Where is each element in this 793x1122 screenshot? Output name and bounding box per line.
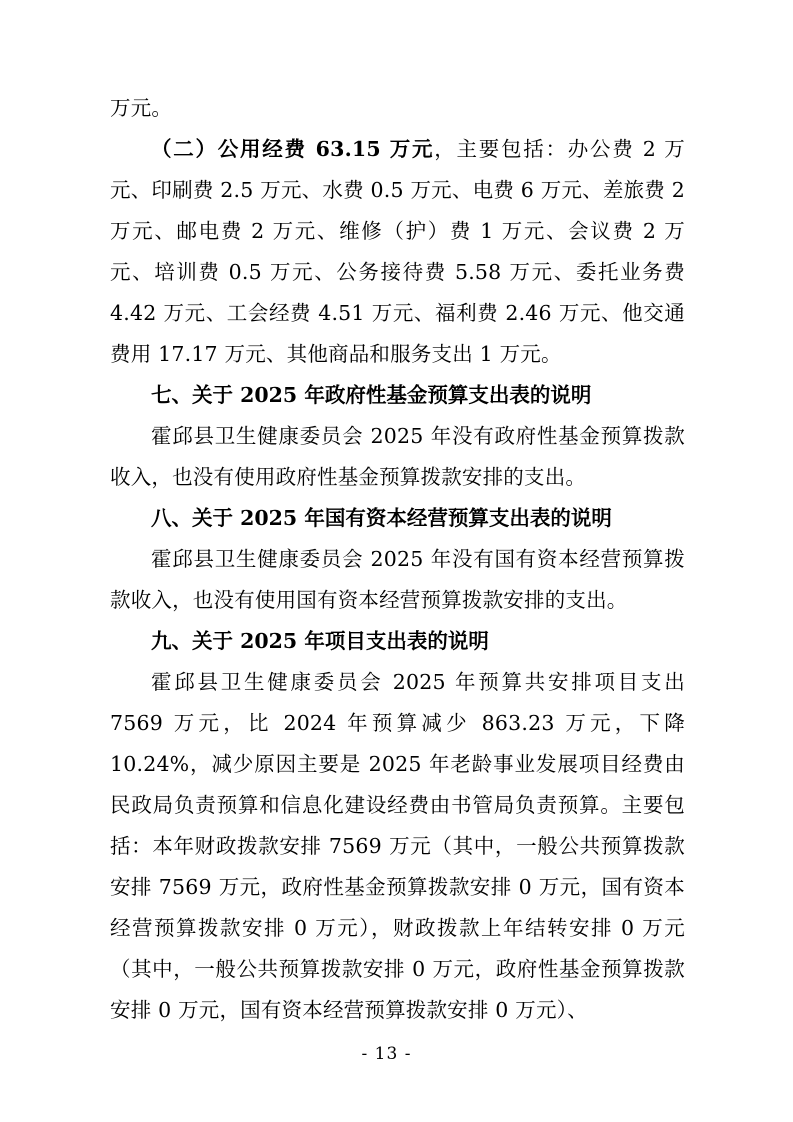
paragraph-section-eight: 霍邱县卫生健康委员会 2025 年没有国有资本经营预算拨款收入，也没有使用国有资本经营预算拨款安排的支出。	[110, 547, 685, 612]
page-number: - 13 -	[361, 1044, 412, 1064]
public-expenses-detail: ，主要包括：办公费 2 万元、印刷费 2.5 万元、水费 0.5 万元、电费 6 万元、差旅费 2 万元、邮电费 2 万元、维修（护）费 1 万元、会议费 2 万元、培训费 0.5 万元、公务接待费 5.58 万元、委托业务费 4.42 万元、工会经费 4.51 万元、福利费 2.46 万元、他交通费用 17.17 万元、其他商品和服务支出 1 万元。	[110, 137, 685, 366]
paragraph-section-seven: 霍邱县卫生健康委员会 2025 年没有政府性基金预算拨款收入，也没有使用政府性基金预算拨款安排的支出。	[110, 424, 685, 489]
heading-section-seven: 七、关于 2025 年政府性基金预算支出表的说明	[151, 383, 592, 407]
paragraph-section-nine: 霍邱县卫生健康委员会 2025 年预算共安排项目支出 7569 万元，比 2024 年预算减少 863.23 万元，下降 10.24%，减少原因主要是 2025 年老龄事业发展项目经费由民政局负责预算和信息化建设经费由书管局负责预算。主要包括：本年财政拨款安排 7569 万元（其中，一般公共预算拨款安排 7569 万元，政府性基金预算拨款安排 0 万元，国有资本经营预算拨款安排 0 万元），财政拨款上年结转安排 0 万元（其中，一般公共预算拨款安排 0 万元，政府性基金预算拨款安排 0 万元，国有资本经营预算拨款安排 0 万元）、	[110, 670, 685, 1022]
public-expenses-lead: （二）公用经费 63.15 万元	[151, 137, 435, 161]
document-body	[110, 88, 685, 1031]
heading-section-eight: 八、关于 2025 年国有资本经营预算支出表的说明	[151, 506, 612, 530]
heading-section-nine: 九、关于 2025 年项目支出表的说明	[151, 629, 489, 653]
paragraph-public-expenses	[110, 129, 685, 375]
paragraph-continuation: 万元。	[110, 96, 173, 120]
